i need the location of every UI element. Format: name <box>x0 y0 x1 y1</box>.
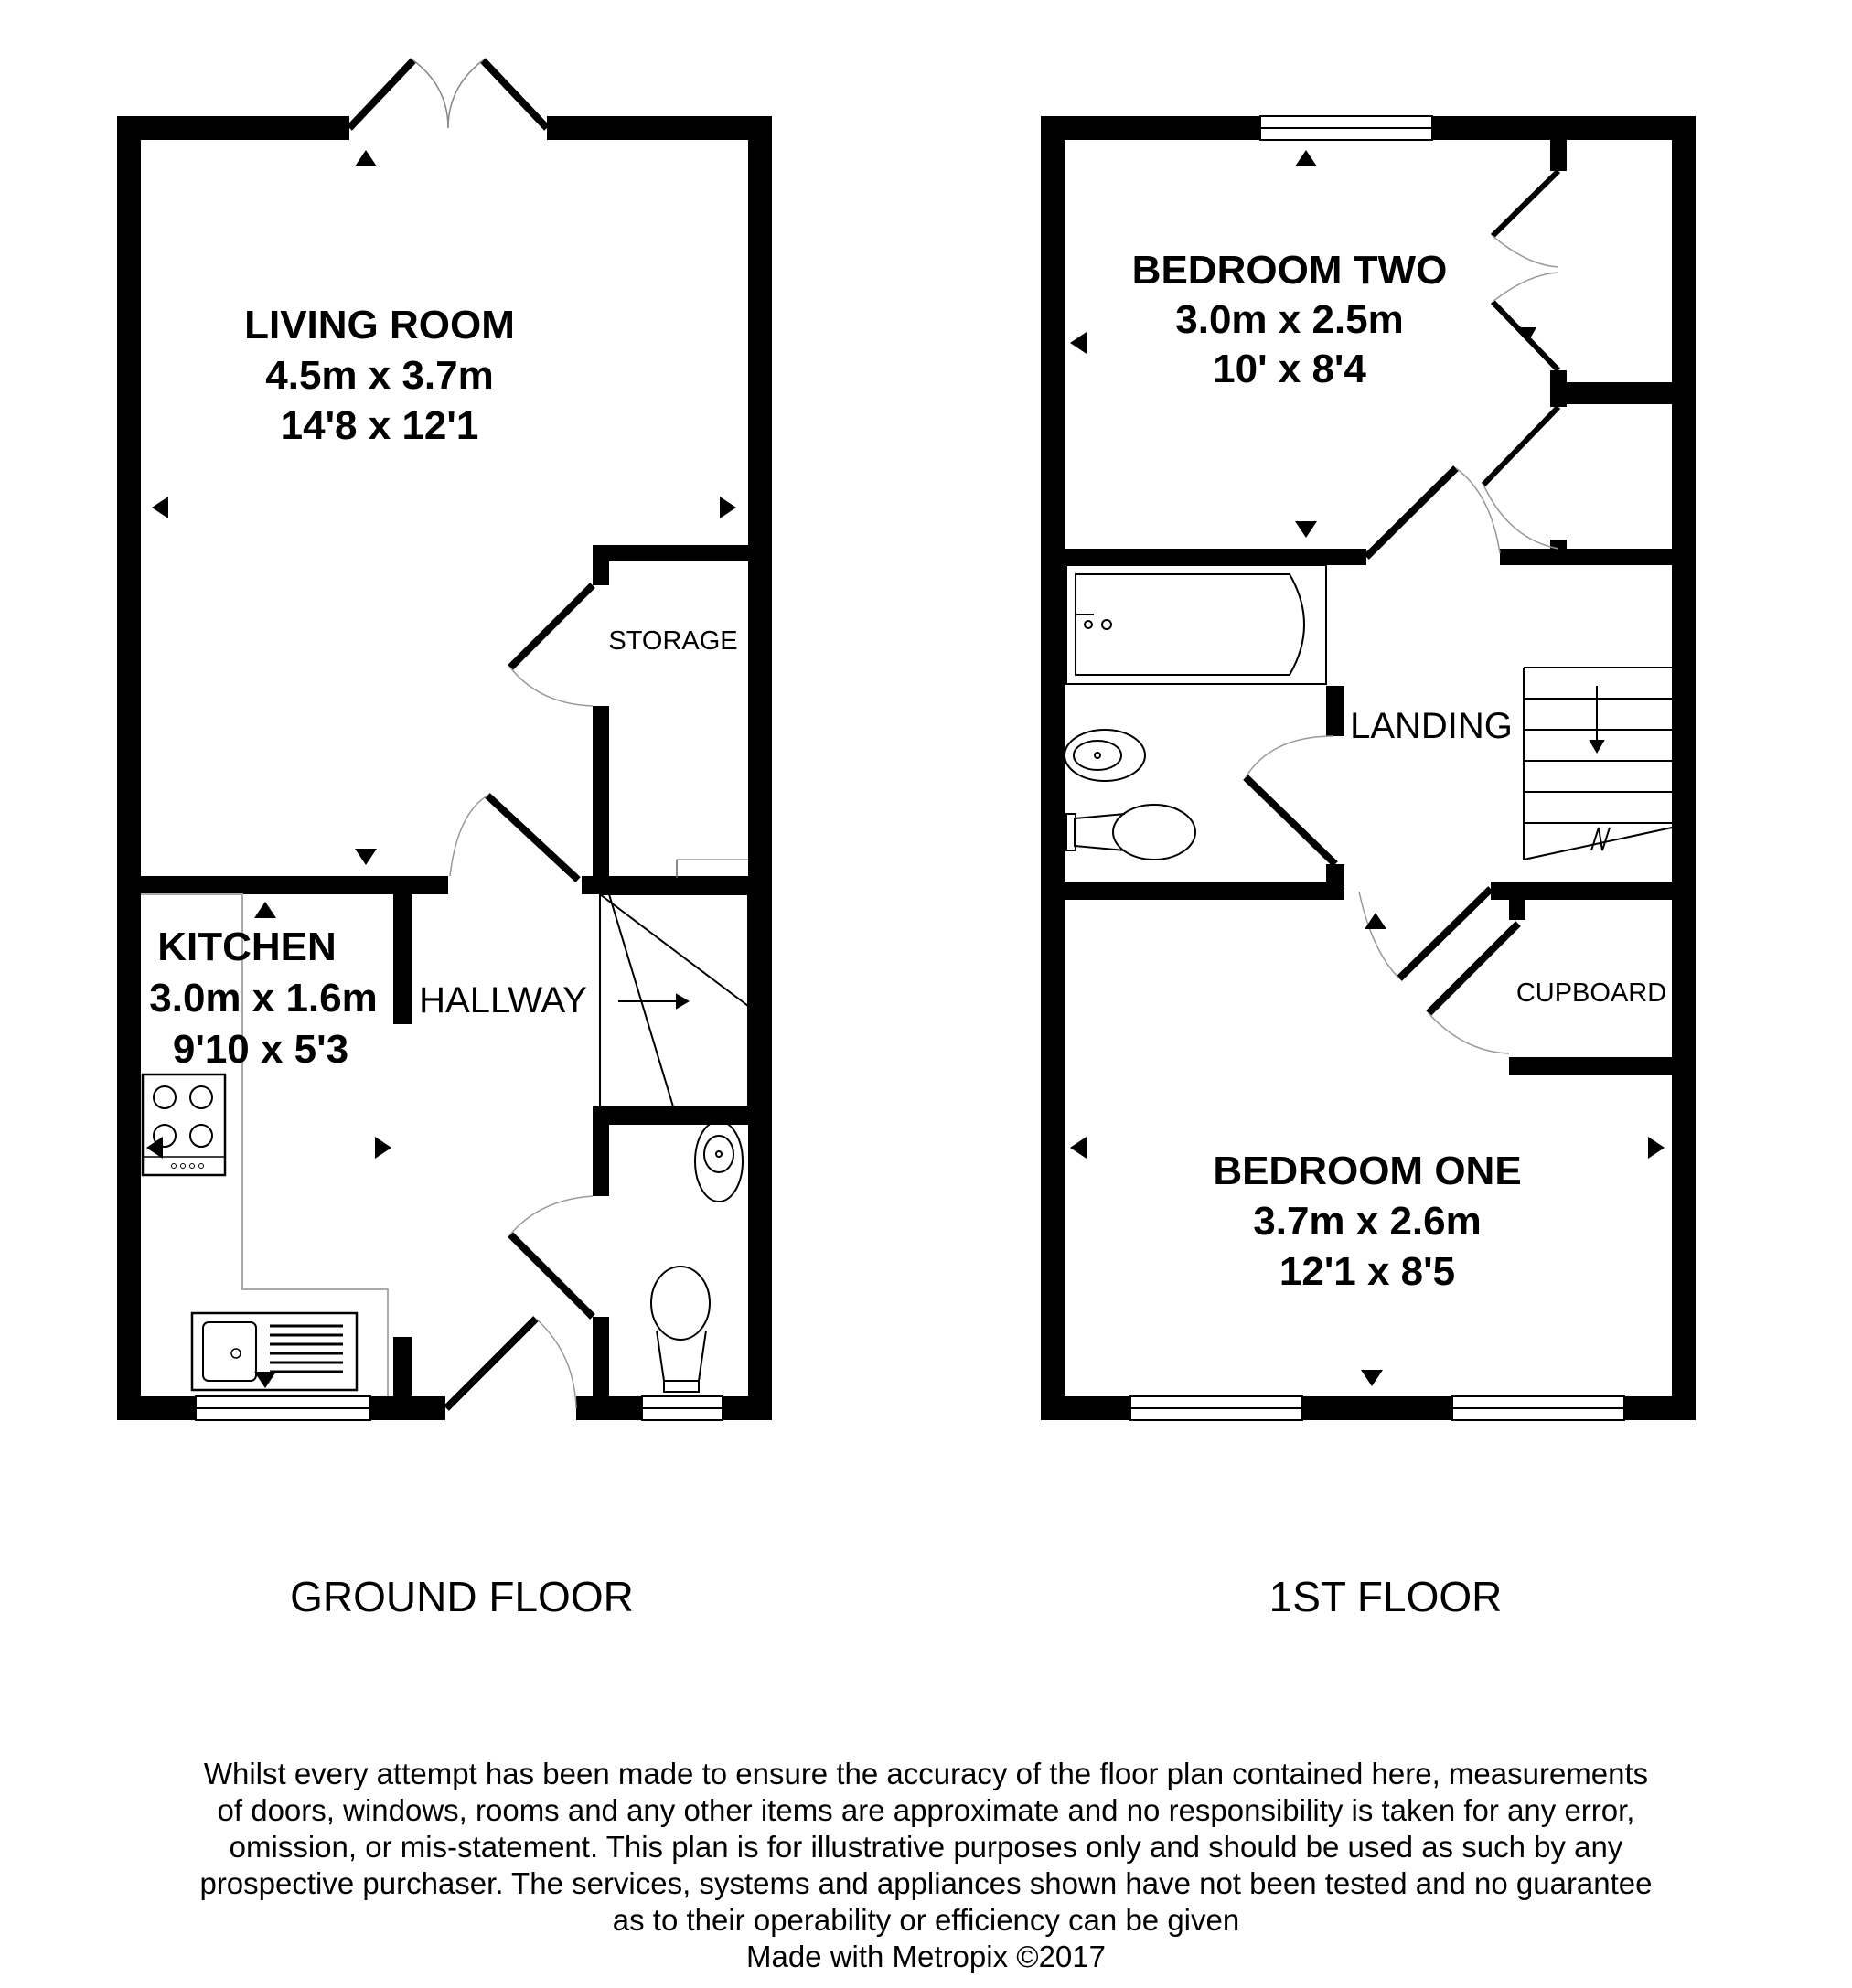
disclaimer-line: Whilst every attempt has been made to ensure the accuracy of the floor plan contained here, measurements <box>203 1757 1649 1790</box>
arrow-icon <box>254 1372 276 1388</box>
kitchen-fittings <box>141 894 388 1396</box>
toilet-icon <box>1066 805 1195 860</box>
cupboard-label: CUPBOARD <box>1515 978 1667 1008</box>
first-floor-title: 1ST FLOOR <box>1269 1573 1503 1620</box>
living-room-name: LIVING ROOM <box>244 303 515 347</box>
arrow-icon <box>355 150 377 166</box>
arrow-icon <box>1070 332 1087 354</box>
storage-label: STORAGE <box>608 626 738 656</box>
ground-wc-fittings <box>651 1121 748 1392</box>
hallway-label: HALLWAY <box>419 980 587 1021</box>
arrow-icon <box>1070 1137 1087 1159</box>
arrow-icon <box>152 497 168 518</box>
bedroom-two-imperial: 10' x 8'4 <box>1213 347 1366 391</box>
ground-floor-plan <box>117 60 772 1620</box>
arrow-icon <box>1648 1137 1665 1159</box>
bath-icon <box>1066 565 1326 684</box>
arrow-icon <box>1295 150 1317 166</box>
first-floor-stairs <box>1524 668 1672 860</box>
sink-icon <box>192 1313 357 1390</box>
bedroom-one-metric: 3.7m x 2.6m <box>1253 1199 1482 1244</box>
arrow-icon <box>355 849 377 865</box>
disclaimer <box>137 1756 1715 1975</box>
arrow-icon <box>1365 913 1386 929</box>
toilet-icon <box>651 1267 710 1392</box>
landing-label: LANDING <box>1350 706 1513 746</box>
disclaimer-line: omission, or mis-statement. This plan is for illustrative purposes only and should be used as such by any <box>229 1830 1623 1864</box>
arrow-icon <box>375 1137 391 1159</box>
ground-floor-title: GROUND FLOOR <box>290 1573 634 1620</box>
disclaimer-line: prospective purchaser. The services, systems and appliances shown have not been tested and no guarantee <box>199 1866 1653 1900</box>
kitchen-imperial: 9'10 x 5'3 <box>172 1027 349 1072</box>
basin-icon <box>1065 730 1145 781</box>
kitchen-metric: 3.0m x 1.6m <box>149 976 378 1021</box>
bedroom-two-name: BEDROOM TWO <box>1131 248 1448 293</box>
living-room-imperial: 14'8 x 12'1 <box>280 403 479 448</box>
hob-icon <box>143 1074 225 1175</box>
bedroom-two-metric: 3.0m x 2.5m <box>1175 297 1404 342</box>
kitchen-name: KITCHEN <box>157 925 337 969</box>
disclaimer-line: as to their operability or efficiency can be given <box>612 1903 1240 1937</box>
french-doors <box>349 60 547 128</box>
credit-line: Made with Metropix ©2017 <box>745 1940 1106 1973</box>
ground-floor-stairs <box>600 894 748 1106</box>
ground-floor-labels <box>149 303 737 1620</box>
disclaimer-line: of doors, windows, rooms and any other items are approximate and no responsibility is taken for any error, <box>217 1793 1635 1827</box>
bedroom-one-imperial: 12'1 x 8'5 <box>1279 1249 1456 1294</box>
bedroom-one-name: BEDROOM ONE <box>1213 1149 1522 1193</box>
arrow-icon <box>1361 1370 1383 1386</box>
basin-icon <box>695 1121 748 1207</box>
arrow-icon <box>254 902 276 918</box>
arrow-icon <box>1295 521 1317 538</box>
first-floor-plan <box>1041 116 1696 1620</box>
living-room-metric: 4.5m x 3.7m <box>265 353 494 398</box>
arrow-icon <box>720 497 736 518</box>
